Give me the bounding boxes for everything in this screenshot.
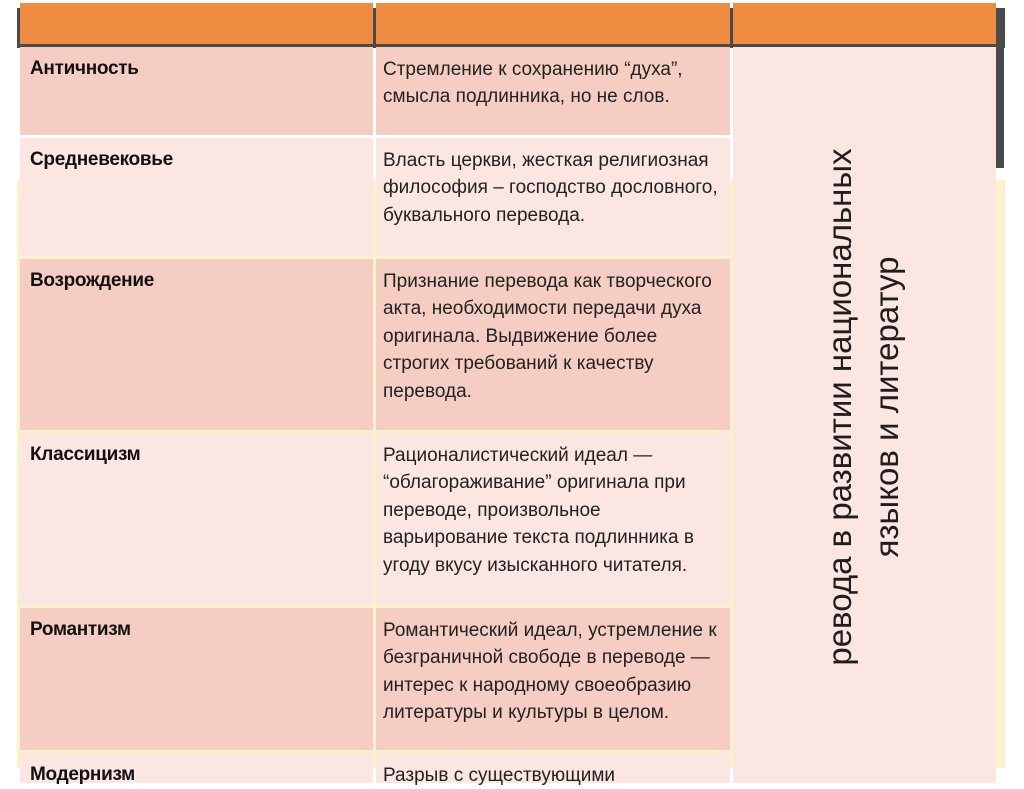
header-cell-description <box>376 3 730 44</box>
description-text: Рационалистический идеал — “облагораживание” оригинала при переводе, произвольное варьирование текста подлинника в угоду вкусу изысканного читателя. <box>383 445 694 576</box>
description-cell <box>376 753 730 786</box>
period-label: Античность <box>30 58 139 79</box>
header-cell-role <box>733 3 996 44</box>
description-text: Романтический идеал, устремление к безграничной свободе в переводе — интерес к народному своеобразию литературы и культуры в целом. <box>383 620 717 724</box>
description-cell <box>376 433 730 605</box>
vertical-text-line-1: ревода в развитии национальных <box>821 148 858 666</box>
merged-role-cell <box>733 47 996 783</box>
table-header-row <box>20 3 996 44</box>
description-text: Разрыв с существующими <box>383 765 616 786</box>
period-cell <box>20 753 373 783</box>
period-label: Возрождение <box>30 270 155 291</box>
description-text: Признание перевода как творческого акта, необходимости передачи духа оригинала. Выдвижение более строгих требований к качеству перевода. <box>383 271 712 402</box>
slide-frame-right <box>996 8 1004 168</box>
vertical-text-line-2: языков и литератур <box>868 256 905 558</box>
period-cell <box>20 259 373 430</box>
period-cell <box>20 47 373 135</box>
period-cell <box>20 433 373 605</box>
description-cell <box>376 608 730 750</box>
table-row <box>20 753 730 786</box>
period-label: Классицизм <box>30 444 141 465</box>
period-cell <box>20 608 373 750</box>
table-row <box>20 47 730 135</box>
table-row <box>20 433 730 605</box>
description-text: Власть церкви, жесткая религиозная философия – господство дословного, буквального перевода. <box>383 150 718 226</box>
description-cell <box>376 259 730 430</box>
description-text: Стремление к сохранению “духа”, смысла подлинника, но не слов. <box>383 59 683 108</box>
vertical-role-text <box>816 47 910 767</box>
table-row <box>20 259 730 430</box>
period-label: Романтизм <box>30 619 131 640</box>
period-label: Модернизм <box>30 764 135 785</box>
description-cell <box>376 47 730 135</box>
header-cell-period <box>20 3 373 44</box>
table-row <box>20 608 730 750</box>
table-row <box>20 138 730 256</box>
period-label: Средневековье <box>30 149 173 170</box>
translation-history-table <box>20 3 996 786</box>
period-cell <box>20 138 373 256</box>
description-cell <box>376 138 730 256</box>
